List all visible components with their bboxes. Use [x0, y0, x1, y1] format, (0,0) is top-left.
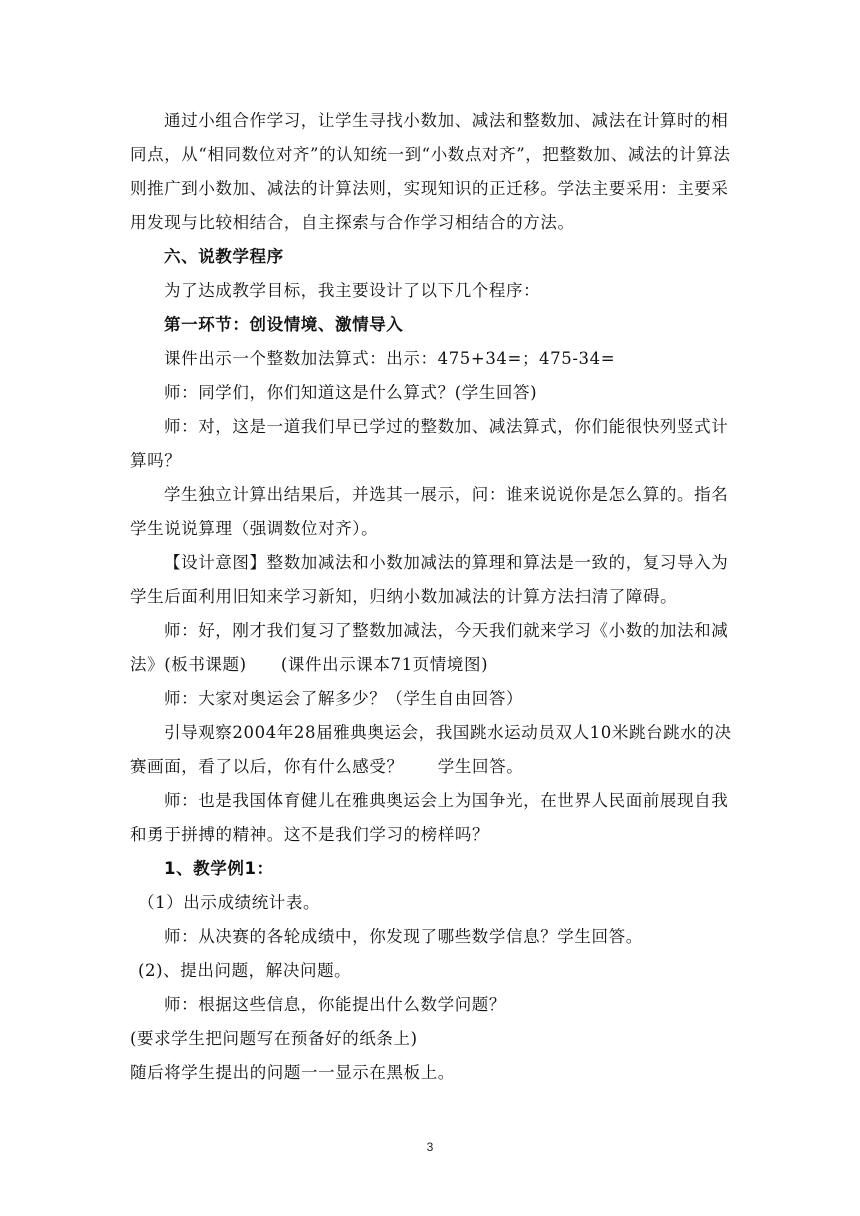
paragraph: (2)、提出问题，解决问题。 [138, 961, 352, 980]
section-heading: 第一环节：创设情境、激情导入 [164, 315, 404, 334]
paragraph: 课件出示一个整数加法算式：出示：475+34=；475-34= [164, 349, 616, 368]
paragraph: 师：对，这是一道我们早已学过的整数加、减法算式，你们能很快列竖式计算吗？ [130, 417, 729, 470]
paragraph: 师：好，刚才我们复习了整数加减法，今天我们就来学习《小数的加法和减法》(板书课题) (课件出示课本71页情境图) [130, 621, 729, 674]
paragraph: 师：大家对奥运会了解多少？（学生自由回答） [164, 689, 524, 708]
paragraph: 为了达成教学目标，我主要设计了以下几个程序： [164, 281, 541, 300]
paragraph: 学生独立计算出结果后，并选其一展示，问：谁来说说你是怎么算的。指名学生说说算理（强调数位对齐）。 [130, 485, 729, 538]
document-body [130, 104, 734, 1090]
paragraph: 通过小组合作学习，让学生寻找小数加、减法和整数加、减法在计算时的相同点，从“相同数位对齐”的认知统一到“小数点对齐”，把整数加、减法的计算法则推广到小数加、减法的计算法则，实现知识的正迁移。学法主要采用：主要采用发现与比较相结合，自主探索与合作学习相结合的方法。 [130, 111, 731, 232]
paragraph: 随后将学生提出的问题一一显示在黑板上。 [130, 1063, 455, 1082]
section-heading: 1、教学例1： [164, 859, 274, 878]
paragraph: 引导观察2004年28届雅典奥运会，我国跳水运动员双人10米跳台跳水的决赛画面，看了以后，你有什么感受？ 学生回答。 [130, 723, 732, 776]
paragraph: （1）出示成绩统计表。 [138, 893, 321, 912]
paragraph: 师：根据这些信息，你能提出什么数学问题？ [164, 995, 506, 1014]
paragraph: 师：从决赛的各轮成绩中，你发现了哪些数学信息？学生回答。 [164, 927, 643, 946]
paragraph: (要求学生把问题写在预备好的纸条上) [130, 1029, 418, 1048]
page-number: 3 [426, 1140, 434, 1154]
paragraph: 师：同学们，你们知道这是什么算式？(学生回答) [164, 383, 538, 402]
paragraph: 【设计意图】整数加减法和小数加减法的算理和算法是一致的，复习导入为学生后面利用旧知来学习新知，归纳小数加减法的计算方法扫清了障碍。 [130, 553, 729, 606]
section-heading: 六、说教学程序 [164, 247, 284, 266]
paragraph: 师：也是我国体育健儿在雅典奥运会上为国争光，在世界人民面前展现自我和勇于拼搏的精神。这不是我们学习的榜样吗？ [130, 791, 729, 844]
